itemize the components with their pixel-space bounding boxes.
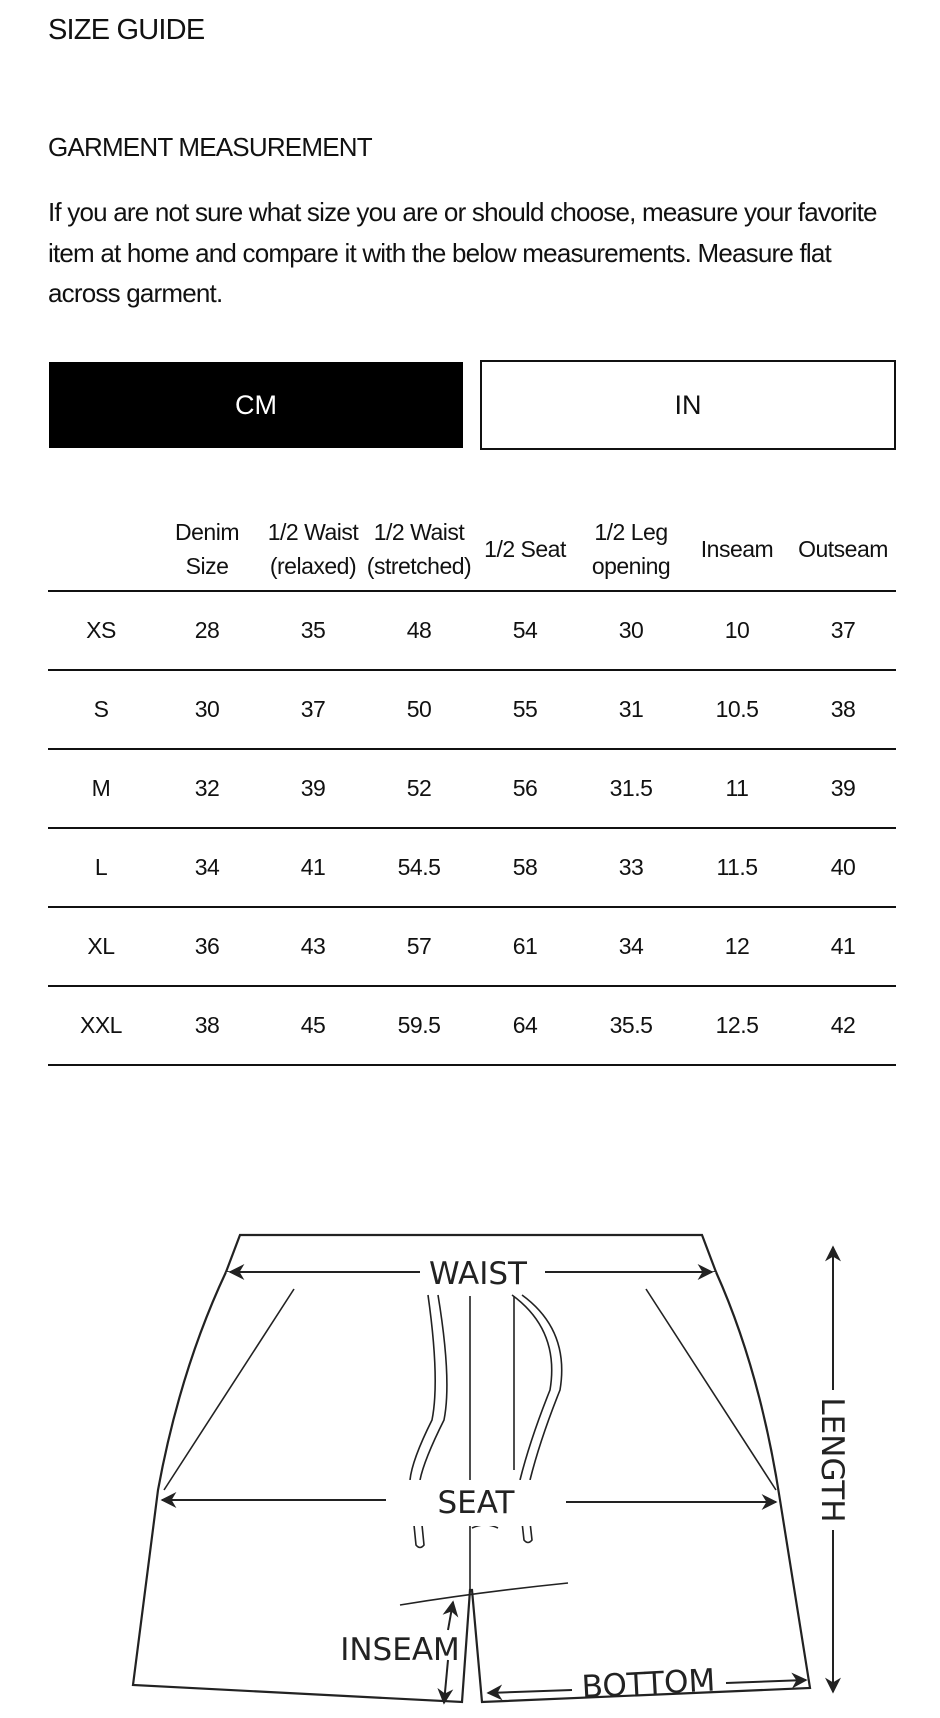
bottom-label: BOTTOM — [580, 1662, 717, 1706]
table-cell: 12.5 — [684, 986, 790, 1065]
table-cell: 35 — [260, 591, 366, 670]
size-label-cell: XXL — [48, 986, 154, 1065]
table-cell: 43 — [260, 907, 366, 986]
table-cell: 37 — [260, 670, 366, 749]
table-cell: 10.5 — [684, 670, 790, 749]
page-title: SIZE GUIDE — [48, 14, 205, 46]
waist-label: WAIST — [429, 1256, 527, 1292]
in-unit-button[interactable]: IN — [480, 360, 896, 450]
table-cell: 34 — [578, 907, 684, 986]
table-cell: 30 — [154, 670, 260, 749]
table-header-cell: Denim Size — [154, 508, 260, 591]
size-label-cell: L — [48, 828, 154, 907]
table-row — [48, 591, 896, 670]
size-table — [48, 508, 896, 1066]
table-cell: 41 — [790, 907, 896, 986]
table-cell: 12 — [684, 907, 790, 986]
table-cell: 58 — [472, 828, 578, 907]
size-label-cell: M — [48, 749, 154, 828]
table-cell: 11 — [684, 749, 790, 828]
table-cell: 28 — [154, 591, 260, 670]
table-cell: 40 — [790, 828, 896, 907]
size-label-cell: XL — [48, 907, 154, 986]
intro-text: If you are not sure what size you are or should choose, measure your favorite item at home and compare it with the below measurements. Measure flat across garment. — [48, 197, 877, 308]
table-cell: 61 — [472, 907, 578, 986]
table-cell: 31.5 — [578, 749, 684, 828]
table-cell: 39 — [260, 749, 366, 828]
table-cell: 55 — [472, 670, 578, 749]
table-cell: 39 — [790, 749, 896, 828]
table-cell: 37 — [790, 591, 896, 670]
table-row — [48, 749, 896, 828]
table-cell: 10 — [684, 591, 790, 670]
table-cell: 33 — [578, 828, 684, 907]
section-title: GARMENT MEASUREMENT — [48, 132, 372, 162]
table-header-row — [48, 508, 896, 591]
table-cell: 31 — [578, 670, 684, 749]
cm-unit-button[interactable]: CM — [49, 362, 463, 448]
inseam-label: INSEAM — [340, 1632, 460, 1668]
table-cell: 59.5 — [366, 986, 472, 1065]
table-row — [48, 986, 896, 1065]
table-header-cell: Inseam — [684, 508, 790, 591]
table-header-cell — [48, 508, 154, 591]
table-header-cell: 1/2 Waist (relaxed) — [260, 508, 366, 591]
table-cell: 34 — [154, 828, 260, 907]
table-cell: 30 — [578, 591, 684, 670]
table-cell: 64 — [472, 986, 578, 1065]
table-cell: 38 — [154, 986, 260, 1065]
size-label-cell: S — [48, 670, 154, 749]
table-cell: 42 — [790, 986, 896, 1065]
table-cell: 35.5 — [578, 986, 684, 1065]
table-header-cell: 1/2 Leg opening — [578, 508, 684, 591]
table-cell: 57 — [366, 907, 472, 986]
table-cell: 50 — [366, 670, 472, 749]
table-cell: 48 — [366, 591, 472, 670]
table-cell: 38 — [790, 670, 896, 749]
length-label: LENGTH — [814, 1397, 850, 1523]
seat-label: SEAT — [437, 1485, 515, 1521]
table-cell: 54 — [472, 591, 578, 670]
table-row — [48, 670, 896, 749]
table-header-cell: Outseam — [790, 508, 896, 591]
table-row — [48, 907, 896, 986]
table-cell: 36 — [154, 907, 260, 986]
size-label-cell: XS — [48, 591, 154, 670]
unit-toggle — [48, 360, 896, 450]
table-cell: 45 — [260, 986, 366, 1065]
table-cell: 11.5 — [684, 828, 790, 907]
table-row — [48, 828, 896, 907]
table-cell: 52 — [366, 749, 472, 828]
table-cell: 41 — [260, 828, 366, 907]
table-header-cell: 1/2 Seat — [472, 508, 578, 591]
shorts-outline — [133, 1235, 810, 1702]
table-cell: 54.5 — [366, 828, 472, 907]
table-cell: 56 — [472, 749, 578, 828]
table-cell: 32 — [154, 749, 260, 828]
table-header-cell: 1/2 Waist (stretched) — [366, 508, 472, 591]
shorts-measurement-diagram — [0, 1210, 940, 1718]
